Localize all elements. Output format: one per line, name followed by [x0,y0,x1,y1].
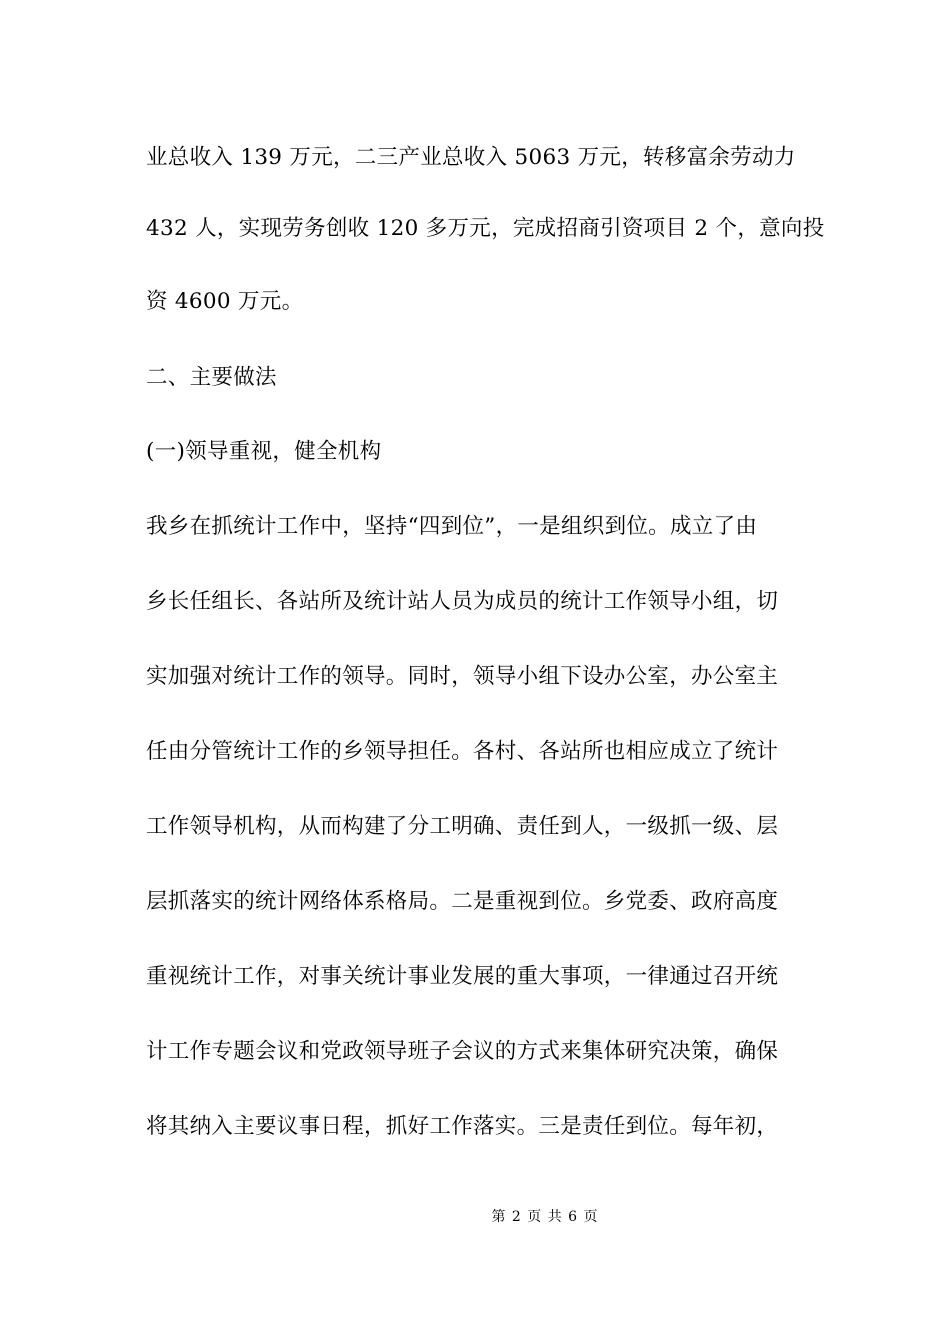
text-line-6: 我乡在抓统计工作中，坚持“四到位”，一是组织到位。成立了由 [146,514,758,539]
text-line-9: 任由分管统计工作的乡领导担任。各村、各站所也相应成立了统计 [146,739,779,764]
text-line-7: 乡长任组长、各站所及统计站人员为成员的统计工作领导小组，切 [146,589,779,614]
text-line-11: 层抓落实的统计网络体系格局。二是重视到位。乡党委、政府高度 [146,889,779,914]
section-heading: 二、主要做法 [146,365,277,390]
page-number-footer: 第 2 页 共 6 页 [491,1209,599,1225]
text-line-14: 将其纳入主要议事日程，抓好工作落实。三是责任到位。每年初， [146,1114,779,1139]
subsection-heading: (一)领导重视，健全机构 [146,439,382,464]
text-line-13: 计工作专题会议和党政领导班子会议的方式来集体研究决策，确保 [146,1039,779,1064]
text-line-8: 实加强对统计工作的领导。同时，领导小组下设办公室，办公室主 [146,664,779,689]
text-line-2: 432 人，实现劳务创收 120 多万元，完成招商引资项目 2 个，意向投 [146,216,825,241]
text-line-12: 重视统计工作，对事关统计事业发展的重大事项，一律通过召开统 [146,964,779,989]
text-line-1: 业总收入 139 万元，二三产业总收入 5063 万元，转移富余劳动力 [146,145,796,170]
text-line-10: 工作领导机构，从而构建了分工明确、责任到人，一级抓一级、层 [146,814,779,839]
text-line-3: 资 4600 万元。 [146,289,304,314]
